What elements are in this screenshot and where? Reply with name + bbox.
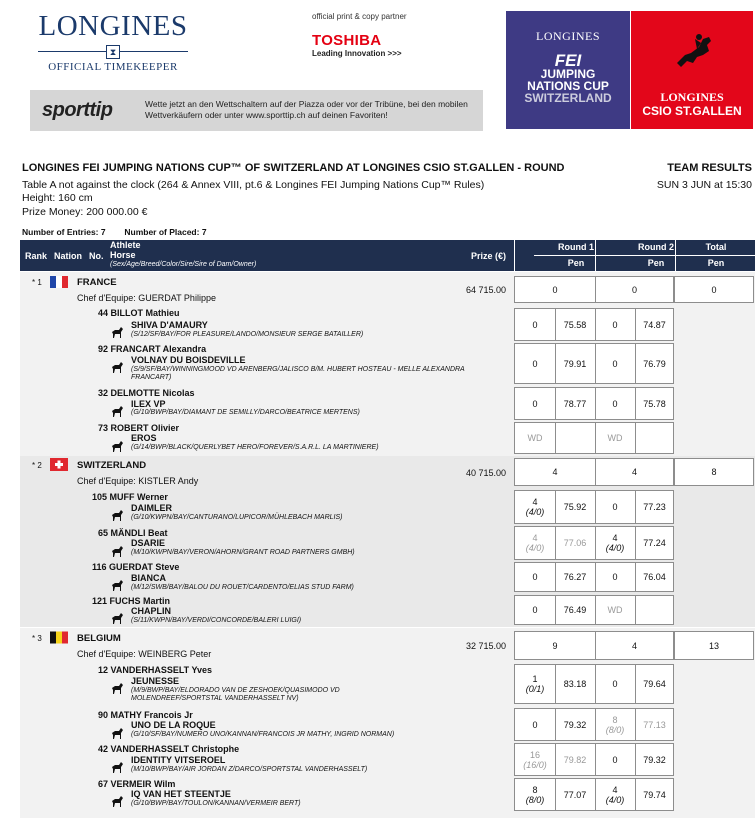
sporttip-logo: sporttip	[42, 99, 113, 121]
horse-details: (S/12/SF/BAY/FOR PLEASURE/LANDO/MONSIEUR SERGE BATAILLER)	[131, 331, 364, 338]
r1-pen-breakdown: (0/1)	[525, 684, 545, 694]
result-type: TEAM RESULTS	[667, 162, 752, 174]
sporttip-text: Wette jetzt an den Wettschaltern auf der Piazza oder vor der Tribüne, bei den mobilen Wettverkäufern oder unter www.sporttip.ch auf deinen Favoriten!	[145, 99, 468, 120]
r2-pen-value: WD	[607, 605, 623, 615]
r2-pen-value: WD	[607, 433, 623, 443]
r2-pen	[595, 779, 635, 810]
rider-scores	[514, 308, 674, 341]
r1-pen-value: 0	[532, 719, 538, 730]
table-description: Table A not against the clock (264 & Annex VIII, pt.6 & Longines FEI Jumping Nations Cup™ Rules)	[22, 179, 485, 191]
rider-name: 67 VERMEIR Wilm	[98, 779, 176, 789]
horse-name: DAIMLER	[131, 503, 172, 513]
team-total-box	[674, 631, 754, 660]
team-total-box	[674, 458, 754, 486]
r1-pen-value: 0	[532, 358, 538, 369]
rider-name: 32 DELMOTTE Nicolas	[98, 388, 195, 398]
r1-pen-value: 0	[532, 319, 538, 330]
rider-scores	[514, 778, 674, 811]
r2-pen-value: 0	[612, 358, 618, 369]
csio-logo-line: LONGINES	[660, 90, 724, 104]
r2-time: 77.13	[643, 719, 666, 730]
team-r2-pen: 4	[631, 467, 637, 477]
fei-nations-cup-logo	[506, 11, 630, 129]
rider-name: 105 MUFF Werner	[92, 492, 168, 502]
r1-pen-value: 8	[532, 784, 538, 795]
horse-name: UNO DE LA ROQUE	[131, 720, 216, 730]
toshiba-logo: TOSHIBA	[312, 32, 382, 49]
longines-tagline: OFFICIAL TIMEKEEPER	[48, 61, 178, 73]
team-nation: SWITZERLAND	[77, 460, 147, 471]
toshiba-tagline: Leading Innovation >>>	[312, 49, 402, 58]
r2-pen-value: 0	[612, 398, 618, 409]
r1-pen	[515, 309, 555, 340]
r2-pen	[595, 309, 635, 340]
r2-time: 79.32	[643, 754, 666, 765]
r1-pen-value: 1	[532, 674, 538, 684]
rider-scores	[514, 422, 674, 454]
horse-details: (S/11/KWPN/BAY/VERDI/CONCORDE/BALERI LUIGI)	[131, 617, 302, 624]
rider-name: 121 FUCHS Martin	[92, 596, 171, 606]
fei-logo-line: LONGINES	[536, 29, 600, 43]
sporttip-banner[interactable]	[30, 90, 483, 131]
r2-time: 79.74	[643, 789, 666, 800]
team-r1-pen: 4	[552, 467, 558, 477]
r1-pen-breakdown: (8/0)	[525, 794, 545, 805]
r2-pen-value: 8	[612, 714, 618, 725]
r1-pen-value: 4	[532, 497, 538, 507]
team-round-scores	[514, 276, 674, 303]
horse-details: (S/9/SF/BAY/WINNINGMOOD VD ARENBERG/JALISCO B/M. HUBERT HOSTEAU - MELLE ALEXANDRA FRANCART)	[131, 366, 465, 381]
france-flag-icon	[50, 276, 68, 288]
prize-money: Prize Money: 200 000.00 €	[22, 206, 148, 218]
horse-icon	[111, 406, 123, 417]
horse-icon	[111, 762, 123, 773]
horse-name: EROS	[131, 433, 157, 443]
winged-hourglass-icon: ⧗	[38, 45, 188, 59]
r2-time: 77.24	[643, 538, 666, 548]
horse-icon	[111, 441, 123, 452]
rider-scores	[514, 343, 674, 384]
height-info: Height: 160 cm	[22, 192, 93, 204]
horse-icon	[111, 327, 123, 338]
r1-pen	[515, 744, 555, 775]
r1-pen	[515, 709, 555, 740]
r2-pen-breakdown: (8/0)	[605, 724, 625, 735]
r2-pen-value: 0	[612, 679, 618, 689]
rider-name: 42 VANDERHASSELT Christophe	[98, 744, 240, 754]
col-athlete: Athlete	[110, 240, 141, 250]
horse-icon	[111, 796, 123, 807]
r1-pen-breakdown: (4/0)	[525, 507, 545, 517]
r2-time: 74.87	[643, 319, 666, 330]
horse-icon	[111, 683, 123, 694]
col-no: No.	[89, 251, 104, 261]
col-round2: Round 2	[638, 242, 674, 252]
rider-scores	[514, 526, 674, 560]
rider-scores	[514, 664, 674, 704]
rider-name: 12 VANDERHASSELT Yves	[98, 665, 213, 675]
horse-details: (G/14/BWP/BLACK/QUERLYBET HERO/FOREVER/S.A.R.L. LA MARTINIERE)	[131, 444, 379, 451]
r1-time: 77.06	[563, 538, 587, 548]
team-r2-pen: 0	[631, 284, 637, 295]
r1-pen-breakdown: (16/0)	[523, 759, 547, 770]
horse-icon	[111, 510, 123, 521]
r2-pen-breakdown: (4/0)	[605, 794, 625, 805]
r2-time: 77.23	[643, 502, 666, 512]
toshiba-partner	[312, 12, 407, 58]
rider-name: 65 MÄNDLI Beat	[98, 528, 168, 538]
r2-pen	[595, 563, 635, 591]
team-r2-pen: 4	[631, 640, 637, 651]
r1-pen	[515, 779, 555, 810]
r2-pen-breakdown: (4/0)	[605, 543, 625, 553]
col-prize: Prize (€)	[471, 251, 507, 261]
r1-pen	[515, 527, 555, 559]
team-total-pen: 8	[711, 467, 717, 477]
r2-pen-value: 0	[612, 319, 618, 330]
fei-logo-line: FEI	[554, 51, 582, 70]
r1-time: 77.07	[563, 789, 587, 800]
horse-name: CHAPLIN	[131, 606, 171, 616]
col-rank: Rank	[25, 251, 48, 261]
switzerland-flag-icon	[50, 458, 68, 471]
horse-details: (G/10/KWPN/BAY/CANTURANO/LUPICOR/MÜHLEBACH MARLIS)	[131, 514, 343, 521]
team-nation: BELGIUM	[77, 633, 121, 644]
rider-scores	[514, 708, 674, 741]
r1-pen	[515, 388, 555, 419]
r1-time: 79.82	[563, 754, 587, 765]
team-r1-pen: 0	[552, 284, 558, 295]
r1-time: 76.49	[563, 605, 587, 615]
r1-pen-value: 0	[532, 605, 538, 615]
r2-time: 79.64	[643, 679, 666, 689]
csio-logo-line: CSIO ST.GALLEN	[642, 104, 742, 118]
rider-scores	[514, 595, 674, 625]
r1-pen	[515, 563, 555, 591]
horse-name: ILEX VP	[131, 399, 166, 409]
team-rank: * 1	[32, 278, 42, 287]
r2-pen	[595, 527, 635, 559]
event-date: SUN 3 JUN at 15:30	[656, 179, 752, 191]
r1-pen-value: 16	[529, 749, 540, 760]
rider-scores	[514, 387, 674, 420]
competition-title: LONGINES FEI JUMPING NATIONS CUP™ OF SWITZERLAND AT LONGINES CSIO ST.GALLEN - ROUND	[22, 162, 565, 174]
col-horse-details: (Sex/Age/Breed/Color/Sire/Sire of Dam/Owner)	[110, 261, 257, 268]
col-round1: Round 1	[558, 242, 594, 252]
team-round-scores	[514, 631, 674, 660]
team-total-box	[674, 276, 754, 303]
longines-wordmark: LONGINES	[38, 10, 188, 42]
horse-name: DSARIE	[131, 538, 166, 548]
r2-pen-value: 4	[612, 533, 618, 543]
team-prize: 64 715.00	[466, 285, 507, 295]
partner-label: official print & copy partner	[312, 12, 407, 21]
horse-details: (G/10/BWP/BAY/DIAMANT DE SEMILLY/DARCO/BEATRICE MERTENS)	[131, 409, 360, 416]
r2-pen	[595, 744, 635, 775]
r2-pen-value: 4	[612, 784, 618, 795]
rider-scores	[514, 743, 674, 776]
r1-pen	[515, 596, 555, 624]
col-pen1: Pen	[567, 258, 585, 268]
horse-details: (M/10/BWP/BAY/AIR JORDAN Z/DARCO/SPORTSTAL VANDERHASSELT)	[131, 766, 368, 773]
team-prize: 40 715.00	[466, 468, 507, 478]
team-r1-pen: 9	[552, 640, 558, 651]
r1-pen-value: 4	[532, 533, 538, 543]
rider-name: 90 MATHY Francois Jr	[98, 710, 193, 720]
r2-time: 76.79	[643, 358, 666, 369]
r1-time: 79.32	[563, 719, 587, 730]
horse-details: (M/9/BWP/BAY/ELDORADO VAN DE ZESHOEK/QUASIMODO VD MOLENDREEF/SPORTSTAL VANDERHASSELT NV)	[131, 687, 340, 702]
r1-pen-value: 0	[532, 398, 538, 409]
r1-time	[555, 423, 595, 453]
r1-time: 79.91	[563, 358, 587, 369]
r2-time: 76.04	[643, 572, 666, 582]
r1-time: 75.92	[563, 502, 587, 512]
col-horse: Horse	[110, 250, 136, 260]
r2-pen-value: 0	[612, 572, 618, 582]
r2-pen	[595, 491, 635, 523]
r1-time: 83.18	[563, 679, 587, 689]
entry-counts	[22, 227, 207, 237]
chef-equipe: Chef d'Equipe: WEINBERG Peter	[77, 649, 212, 659]
belgium-flag-icon	[50, 631, 68, 644]
team-rank: * 2	[32, 461, 42, 470]
horse-details: (G/10/SF/BAY/NUMERO UNO/KANNAN/FRANCOIS JR MATHY, INGRID NORMAN)	[131, 731, 395, 738]
fei-logo-line: JUMPING	[540, 67, 596, 81]
entries-count: Number of Entries: 7	[22, 227, 106, 237]
team-prize: 32 715.00	[466, 641, 507, 651]
horse-name: VOLNAY DU BOISDEVILLE	[131, 355, 246, 365]
horse-details: (G/10/BWP/BAY/TOULON/KANNAN/VERMEIR BERT)	[131, 800, 301, 807]
r1-pen-breakdown: (4/0)	[525, 543, 545, 553]
r1-pen	[515, 665, 555, 703]
horse-name: JEUNESSE	[131, 676, 180, 686]
team-total-pen: 0	[711, 284, 717, 295]
r2-time	[635, 423, 674, 453]
horse-icon	[111, 580, 123, 591]
r1-pen-value: WD	[527, 433, 543, 443]
col-pen2: Pen	[647, 258, 665, 268]
team-rank: * 3	[32, 634, 42, 643]
rider-name: 44 BILLOT Mathieu	[98, 308, 180, 318]
team-total-pen: 13	[708, 640, 719, 651]
horse-name: BIANCA	[131, 573, 166, 583]
horse-details: (M/12/SWB/BAY/BALOU DU ROUET/CARDENTO/ELIAS STUD FARM)	[131, 584, 354, 591]
r2-pen-value: 0	[612, 502, 618, 512]
r2-pen	[595, 423, 635, 453]
r1-pen	[515, 423, 555, 453]
r2-pen	[595, 665, 635, 703]
placed-count: Number of Placed: 7	[124, 227, 207, 237]
col-pen3: Pen	[707, 258, 725, 268]
col-total: Total	[705, 242, 727, 252]
horse-name: IDENTITY VITSEROEL	[131, 755, 226, 765]
r1-time: 76.27	[563, 572, 587, 582]
r1-time: 78.77	[563, 398, 587, 409]
r2-pen	[595, 388, 635, 419]
csio-stgallen-logo	[631, 11, 753, 129]
results-table-header	[20, 240, 755, 271]
col-nation: Nation	[54, 251, 82, 261]
r2-pen	[595, 596, 635, 624]
longines-logo	[28, 10, 198, 73]
rider-scores	[514, 490, 674, 524]
horse-icon	[111, 728, 123, 739]
rider-scores	[514, 562, 674, 592]
r2-time	[635, 596, 674, 624]
fei-logo-line: SWITZERLAND	[524, 91, 612, 105]
horse-icon	[111, 546, 123, 557]
r1-pen	[515, 491, 555, 523]
jumping-horse-icon	[669, 29, 717, 77]
r1-pen	[515, 344, 555, 383]
horse-icon	[111, 362, 123, 373]
chef-equipe: Chef d'Equipe: GUERDAT Philippe	[77, 293, 216, 303]
horse-name: SHIVA D'AMAURY	[131, 320, 208, 330]
r1-pen-value: 0	[532, 572, 538, 582]
r1-time: 75.58	[563, 319, 587, 330]
horse-name: IQ VAN HET STEENTJE	[131, 789, 231, 799]
rider-name: 116 GUERDAT Steve	[92, 562, 180, 572]
r2-pen	[595, 344, 635, 383]
r2-pen	[595, 709, 635, 740]
team-nation: FRANCE	[77, 277, 117, 288]
rider-name: 92 FRANCART Alexandra	[98, 344, 207, 354]
r2-time: 75.78	[643, 398, 666, 409]
fei-logo-line: NATIONS CUP	[527, 79, 609, 93]
rider-name: 73 ROBERT Olivier	[98, 423, 180, 433]
team-round-scores	[514, 458, 674, 486]
r2-pen-value: 0	[612, 754, 618, 765]
horse-details: (M/10/KWPN/BAY/VERON/AHORN/GRANT ROAD PARTNERS GMBH)	[131, 549, 355, 556]
horse-icon	[111, 613, 123, 624]
chef-equipe: Chef d'Equipe: KISTLER Andy	[77, 476, 199, 486]
